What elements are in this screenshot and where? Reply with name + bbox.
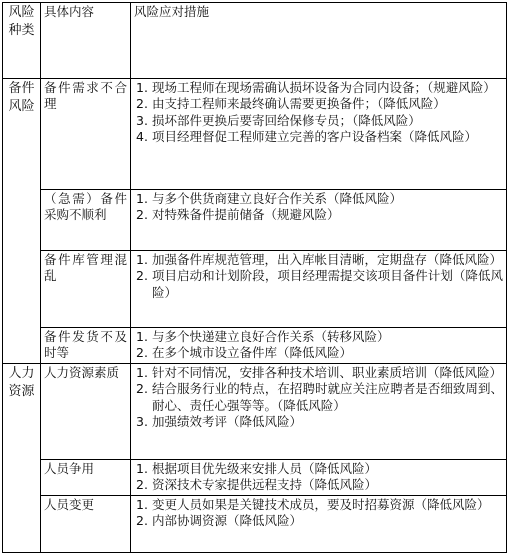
list-item: 1. 与多个快递建立良好合作关系（转移风险） bbox=[136, 329, 390, 344]
measures-list bbox=[134, 329, 503, 362]
measures-list bbox=[134, 80, 503, 145]
list-item: 2. 在多个城市设立备件库（降低风险） bbox=[136, 345, 353, 361]
header-content: 具体内容 bbox=[41, 3, 131, 79]
table-row bbox=[3, 496, 507, 553]
risk-table-document bbox=[2, 2, 506, 549]
list-item: 4. 项目经理督促工程师建立完善的客户设备档案（降低风险） bbox=[136, 128, 478, 144]
content-cell: 备件发货不及时等 bbox=[41, 328, 131, 364]
measures-cell bbox=[131, 496, 507, 553]
measures-cell bbox=[131, 190, 507, 251]
table-row bbox=[3, 328, 507, 364]
measures-cell bbox=[131, 251, 507, 328]
list-item: 1. 根据项目优先级来安排人员（降低风险） bbox=[136, 461, 378, 476]
list-item: 2. 内部协调资源（降低风险） bbox=[136, 513, 303, 529]
list-item: 1. 与多个供货商建立良好合作关系（降低风险） bbox=[136, 191, 403, 206]
measures-cell bbox=[131, 364, 507, 460]
measures-cell bbox=[131, 460, 507, 496]
list-item: 2. 资深技术专家提供远程支持（降低风险） bbox=[136, 477, 378, 493]
table-row bbox=[3, 364, 507, 460]
list-item: 2. 对特殊备件提前储备（规避风险） bbox=[136, 207, 340, 223]
category-cell-spare-parts: 备件风险 bbox=[3, 79, 41, 364]
list-item: 2. 结合服务行业的特点，在招聘时就应关注应聘者是否细致周到、耐心、责任心强等等。（降低风险） bbox=[136, 381, 503, 413]
table-header-row bbox=[3, 3, 507, 79]
content-cell: 备件需求不合理 bbox=[41, 79, 131, 190]
measures-cell bbox=[131, 328, 507, 364]
list-item: 2. 项目启动和计划阶段，项目经理需提交该项目备件计划（降低风险） bbox=[136, 268, 503, 300]
table-row bbox=[3, 190, 507, 251]
list-item: 3. 损坏部件更换后要寄回给保修专员；（降低风险） bbox=[136, 112, 421, 128]
list-item: 3. 加强绩效考评（降低风险） bbox=[136, 413, 303, 429]
content-cell: 人员争用 bbox=[41, 460, 131, 496]
list-item: 1. 现场工程师在现场需确认损坏设备为合同内设备；（规避风险） bbox=[136, 80, 496, 95]
measures-list bbox=[134, 252, 503, 301]
content-cell: 备件库管理混乱 bbox=[41, 251, 131, 328]
header-category: 风险种类 bbox=[3, 3, 41, 79]
category-cell-human-resources: 人力资源 bbox=[3, 364, 41, 553]
content-cell: 人员变更 bbox=[41, 496, 131, 553]
list-item: 1. 针对不同情况，安排各种技术培训、职业素质培训（降低风险） bbox=[136, 365, 503, 380]
content-cell: （急需）备件采购不顺利 bbox=[41, 190, 131, 251]
table-row bbox=[3, 460, 507, 496]
measures-cell bbox=[131, 79, 507, 190]
list-item: 2. 由支持工程师来最终确认需要更换备件；（降低风险） bbox=[136, 96, 446, 112]
content-cell: 人力资源素质 bbox=[41, 364, 131, 460]
measures-list bbox=[134, 191, 503, 224]
measures-list bbox=[134, 365, 503, 430]
list-item: 1. 变更人员如果是关键技术成员，要及时招募资源（降低风险） bbox=[136, 497, 490, 512]
table-row bbox=[3, 79, 507, 190]
list-item: 1. 加强备件库规范管理，出入库帐目清晰，定期盘存（降低风险） bbox=[136, 252, 503, 267]
measures-list bbox=[134, 461, 503, 494]
table-row bbox=[3, 251, 507, 328]
risk-table bbox=[2, 2, 507, 553]
measures-list bbox=[134, 497, 503, 530]
header-measures: 风险应对措施 bbox=[131, 3, 507, 79]
